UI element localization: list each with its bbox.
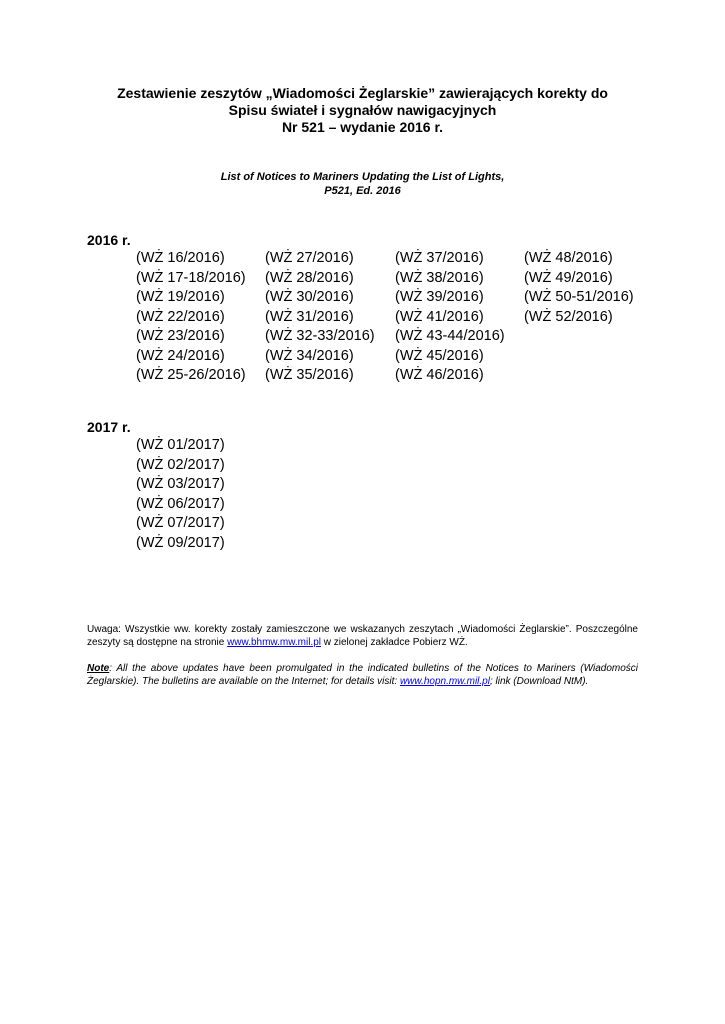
polish-note — [87, 623, 638, 649]
notices-list-2017 — [136, 436, 225, 553]
notice-entry: (WŻ 09/2017) — [136, 534, 225, 551]
notice-entry: (WŻ 43-44/2016) — [395, 328, 505, 344]
notice-entry: (WŻ 52/2016) — [524, 308, 613, 325]
notices-grid-2016 — [136, 249, 644, 386]
notice-entry: (WŻ 35/2016) — [265, 367, 354, 383]
notice-entry: (WŻ 50-51/2016) — [524, 289, 634, 305]
title-line-2: Spisu świateł i sygnałów nawigacyjnych — [228, 102, 497, 118]
subtitle-line-2: P521, Ed. 2016 — [324, 185, 401, 197]
english-note-text: : All the above updates have been promulgated in the indicated bulletins of the Notices to Mariners (Wiadomości Żeglarskie). The bulletins are available on the Internet; for details visit: — [87, 663, 638, 687]
notice-entry: (WŻ 07/2017) — [136, 515, 225, 531]
notice-entry: (WŻ 45/2016) — [395, 347, 484, 364]
notice-entry: (WŻ 24/2016) — [136, 347, 225, 364]
empty-cell — [524, 347, 644, 367]
empty-cell — [524, 327, 644, 347]
year-heading-2017: 2017 r. — [87, 419, 131, 435]
notice-entry: (WŻ 46/2016) — [395, 367, 484, 383]
notice-entry: (WŻ 28/2016) — [265, 269, 354, 286]
note-label: Note — [87, 663, 110, 674]
notice-entry: (WŻ 16/2016) — [136, 250, 225, 266]
notice-entry: (WŻ 27/2016) — [265, 250, 354, 266]
english-note-text-end: ; link (Download NtM). — [489, 676, 589, 687]
bhmw-link[interactable]: www.bhmw.mw.mil.pl — [227, 637, 321, 648]
english-note — [87, 662, 638, 688]
notice-entry: (WŻ 48/2016) — [524, 250, 613, 266]
subtitle-line-1: List of Notices to Mariners Updating the List of Lights, — [220, 171, 505, 183]
document-subtitle — [0, 170, 725, 198]
notice-entry: (WŻ 19/2016) — [136, 289, 225, 305]
year-heading-2016: 2016 r. — [87, 232, 131, 248]
notice-entry: (WŻ 17-18/2016) — [136, 269, 246, 286]
notice-entry: (WŻ 38/2016) — [395, 269, 484, 286]
empty-cell — [524, 366, 644, 386]
notice-entry: (WŻ 37/2016) — [395, 250, 484, 266]
notice-entry: (WŻ 49/2016) — [524, 269, 613, 286]
notice-entry: (WŻ 22/2016) — [136, 308, 225, 325]
notice-entry: (WŻ 41/2016) — [395, 308, 484, 325]
notice-entry: (WŻ 32-33/2016) — [265, 328, 375, 344]
polish-note-text-end: w zielonej zakładce Pobierz WŻ. — [320, 637, 468, 648]
title-line-3: Nr 521 – wydanie 2016 r. — [281, 119, 444, 135]
notice-entry: (WŻ 01/2017) — [136, 437, 225, 453]
notice-entry: (WŻ 02/2017) — [136, 456, 225, 473]
notice-entry: (WŻ 23/2016) — [136, 328, 225, 344]
notice-entry: (WŻ 30/2016) — [265, 289, 354, 305]
title-line-1: Zestawienie zeszytów „Wiadomości Żeglarskie” zawierających korekty do — [117, 85, 608, 101]
notice-entry: (WŻ 34/2016) — [265, 347, 354, 364]
notice-entry: (WŻ 25-26/2016) — [136, 367, 246, 383]
notice-entry: (WŻ 39/2016) — [395, 289, 484, 305]
notice-entry: (WŻ 03/2017) — [136, 476, 225, 492]
notice-entry: (WŻ 31/2016) — [265, 308, 354, 325]
notice-entry: (WŻ 06/2017) — [136, 495, 225, 512]
document-title — [0, 85, 725, 136]
hopn-link[interactable]: www.hopn.mw.mil.pl — [399, 676, 490, 687]
polish-note-text: Uwaga: Wszystkie ww. korekty zostały zamieszczone we wskazanych zeszytach „Wiadomości Żeglarskie”. Poszczególne zeszyty są dostępne na stronie — [87, 624, 638, 648]
